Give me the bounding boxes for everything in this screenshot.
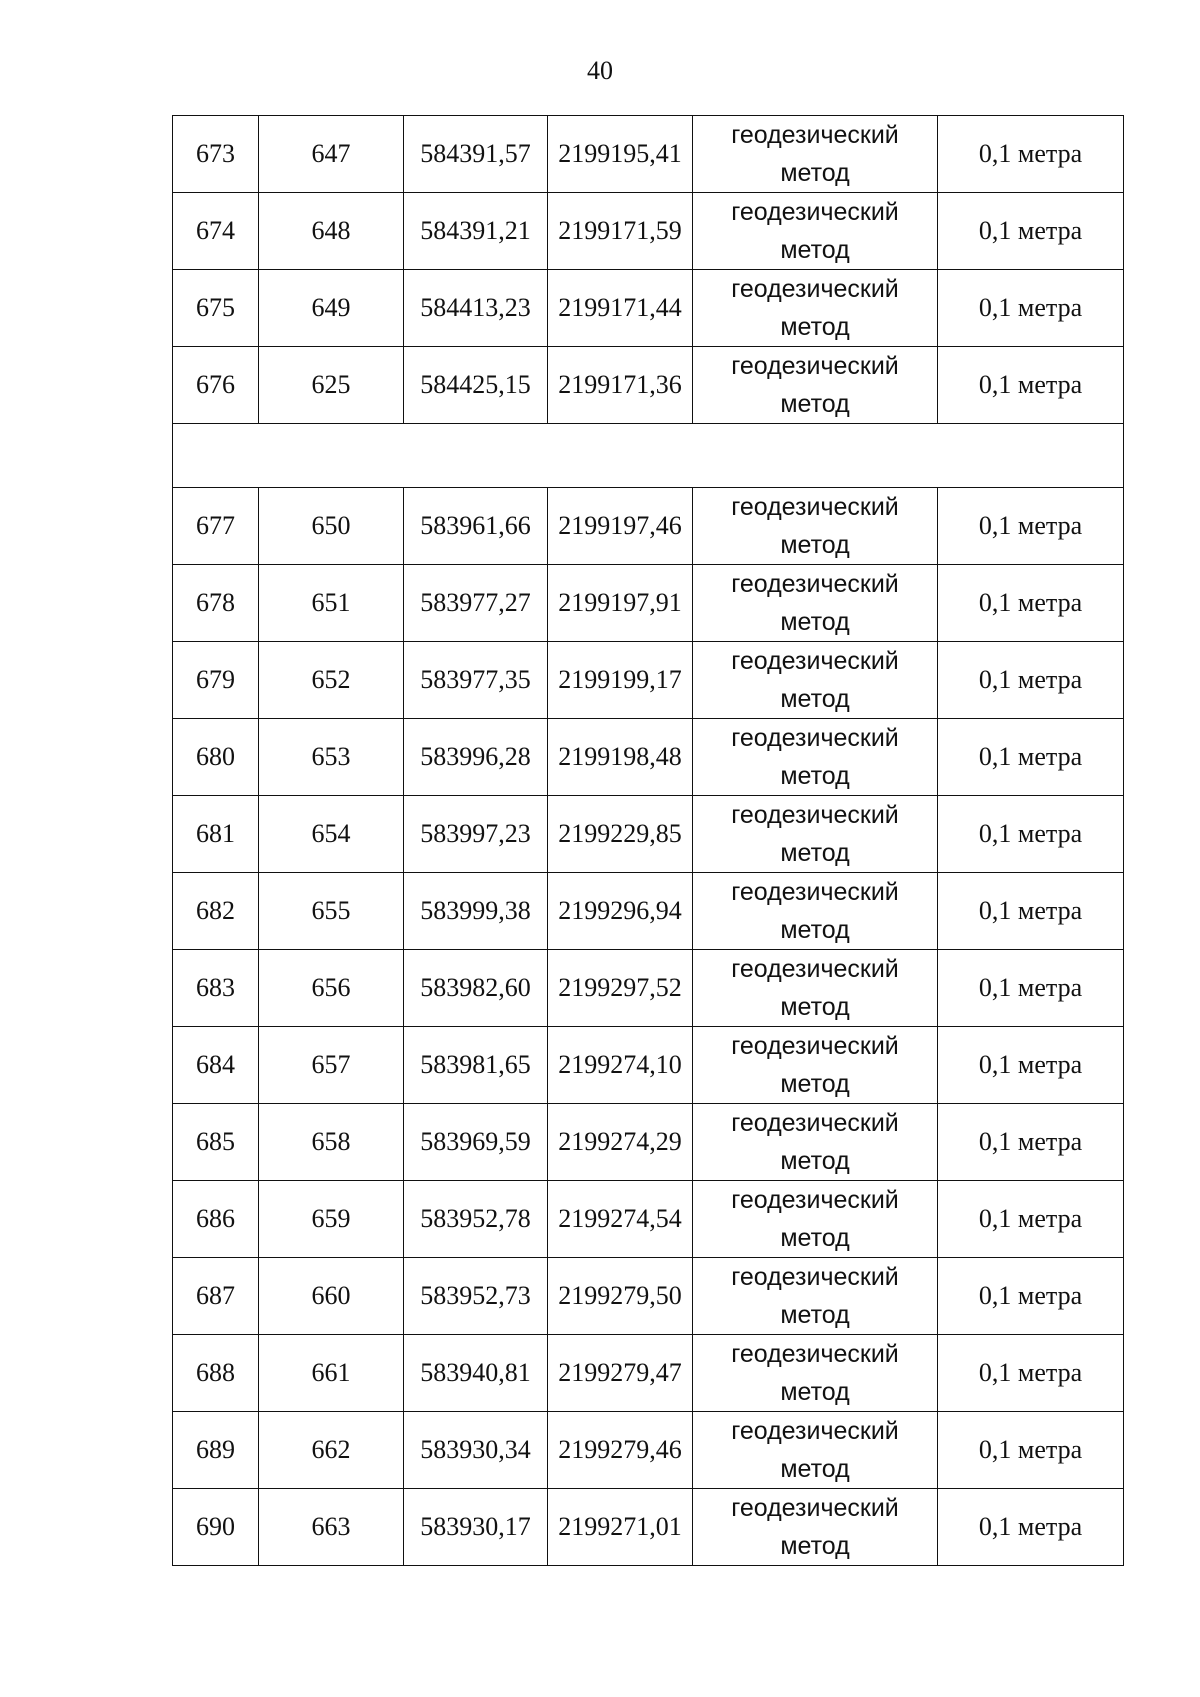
method-line-2: метод <box>780 531 850 559</box>
cell-coord-y: 2199279,50 <box>548 1258 693 1335</box>
cell-coord-x: 583961,66 <box>404 488 548 565</box>
cell-point-number: 650 <box>259 488 404 565</box>
cell-point-number: 651 <box>259 565 404 642</box>
cell-coord-x: 583952,78 <box>404 1181 548 1258</box>
method-line-1: геодезический <box>731 570 899 598</box>
cell-method <box>693 488 938 565</box>
cell-row-number: 688 <box>173 1335 259 1412</box>
table-row <box>173 719 1124 796</box>
cell-method <box>693 1027 938 1104</box>
table-row <box>173 1258 1124 1335</box>
method-line-2: метод <box>780 1532 850 1560</box>
cell-coord-y: 2199197,46 <box>548 488 693 565</box>
cell-point-number: 625 <box>259 347 404 424</box>
cell-row-number: 682 <box>173 873 259 950</box>
cell-point-number: 648 <box>259 193 404 270</box>
table-row <box>173 1489 1124 1566</box>
cell-method <box>693 796 938 873</box>
method-line-1: геодезический <box>731 1186 899 1214</box>
cell-accuracy: 0,1 метра <box>938 270 1124 347</box>
cell-coord-x: 583930,17 <box>404 1489 548 1566</box>
cell-row-number: 685 <box>173 1104 259 1181</box>
cell-coord-y: 2199195,41 <box>548 116 693 193</box>
cell-point-number: 655 <box>259 873 404 950</box>
method-line-1: геодезический <box>731 1340 899 1368</box>
method-line-2: метод <box>780 390 850 418</box>
cell-coord-y: 2199197,91 <box>548 565 693 642</box>
cell-coord-y: 2199279,46 <box>548 1412 693 1489</box>
method-line-1: геодезический <box>731 352 899 380</box>
cell-accuracy: 0,1 метра <box>938 1258 1124 1335</box>
cell-point-number: 660 <box>259 1258 404 1335</box>
cell-row-number: 679 <box>173 642 259 719</box>
coordinates-table-body <box>173 116 1124 1566</box>
cell-coord-y: 2199274,10 <box>548 1027 693 1104</box>
method-line-1: геодезический <box>731 878 899 906</box>
cell-method <box>693 719 938 796</box>
cell-row-number: 690 <box>173 1489 259 1566</box>
cell-coord-y: 2199279,47 <box>548 1335 693 1412</box>
cell-point-number: 657 <box>259 1027 404 1104</box>
cell-coord-y: 2199229,85 <box>548 796 693 873</box>
method-line-2: метод <box>780 313 850 341</box>
table-row <box>173 565 1124 642</box>
cell-coord-x: 583977,27 <box>404 565 548 642</box>
cell-accuracy: 0,1 метра <box>938 1412 1124 1489</box>
cell-row-number: 673 <box>173 116 259 193</box>
cell-point-number: 662 <box>259 1412 404 1489</box>
cell-coord-x: 584391,57 <box>404 116 548 193</box>
cell-row-number: 677 <box>173 488 259 565</box>
cell-accuracy: 0,1 метра <box>938 950 1124 1027</box>
cell-row-number: 689 <box>173 1412 259 1489</box>
cell-accuracy: 0,1 метра <box>938 1104 1124 1181</box>
cell-point-number: 647 <box>259 116 404 193</box>
cell-method <box>693 1412 938 1489</box>
cell-coord-y: 2199171,44 <box>548 270 693 347</box>
cell-coord-y: 2199199,17 <box>548 642 693 719</box>
method-line-2: метод <box>780 236 850 264</box>
cell-accuracy: 0,1 метра <box>938 565 1124 642</box>
cell-row-number: 676 <box>173 347 259 424</box>
method-line-1: геодезический <box>731 955 899 983</box>
cell-accuracy: 0,1 метра <box>938 347 1124 424</box>
cell-row-number: 678 <box>173 565 259 642</box>
cell-coord-y: 2199198,48 <box>548 719 693 796</box>
cell-method <box>693 270 938 347</box>
cell-coord-y: 2199296,94 <box>548 873 693 950</box>
table-row <box>173 1335 1124 1412</box>
table-row <box>173 488 1124 565</box>
table-row <box>173 1027 1124 1104</box>
table-row <box>173 796 1124 873</box>
method-line-2: метод <box>780 1070 850 1098</box>
method-line-2: метод <box>780 993 850 1021</box>
cell-point-number: 663 <box>259 1489 404 1566</box>
cell-coord-x: 583977,35 <box>404 642 548 719</box>
table-separator-row <box>173 424 1124 488</box>
cell-accuracy: 0,1 метра <box>938 1489 1124 1566</box>
cell-row-number: 684 <box>173 1027 259 1104</box>
separator-cell <box>173 424 1124 488</box>
cell-method <box>693 347 938 424</box>
method-line-1: геодезический <box>731 724 899 752</box>
table-row <box>173 1181 1124 1258</box>
cell-coord-x: 583981,65 <box>404 1027 548 1104</box>
method-line-1: геодезический <box>731 1263 899 1291</box>
cell-row-number: 681 <box>173 796 259 873</box>
method-line-2: метод <box>780 839 850 867</box>
cell-coord-x: 584425,15 <box>404 347 548 424</box>
cell-accuracy: 0,1 метра <box>938 873 1124 950</box>
cell-point-number: 653 <box>259 719 404 796</box>
method-line-1: геодезический <box>731 1032 899 1060</box>
table-row <box>173 1412 1124 1489</box>
cell-method <box>693 565 938 642</box>
cell-coord-x: 583952,73 <box>404 1258 548 1335</box>
cell-method <box>693 950 938 1027</box>
method-line-1: геодезический <box>731 121 899 149</box>
method-line-2: метод <box>780 916 850 944</box>
cell-coord-x: 583969,59 <box>404 1104 548 1181</box>
cell-accuracy: 0,1 метра <box>938 1181 1124 1258</box>
cell-method <box>693 1258 938 1335</box>
cell-method <box>693 1335 938 1412</box>
method-line-1: геодезический <box>731 647 899 675</box>
cell-coord-x: 583997,23 <box>404 796 548 873</box>
table-row <box>173 1104 1124 1181</box>
cell-point-number: 656 <box>259 950 404 1027</box>
table-row <box>173 347 1124 424</box>
cell-coord-x: 583982,60 <box>404 950 548 1027</box>
table-row <box>173 270 1124 347</box>
method-line-2: метод <box>780 1301 850 1329</box>
table-row <box>173 950 1124 1027</box>
cell-method <box>693 116 938 193</box>
table-row <box>173 642 1124 719</box>
cell-method <box>693 193 938 270</box>
cell-point-number: 661 <box>259 1335 404 1412</box>
method-line-1: геодезический <box>731 198 899 226</box>
cell-accuracy: 0,1 метра <box>938 1335 1124 1412</box>
cell-coord-y: 2199274,29 <box>548 1104 693 1181</box>
method-line-2: метод <box>780 1455 850 1483</box>
cell-accuracy: 0,1 метра <box>938 193 1124 270</box>
cell-point-number: 654 <box>259 796 404 873</box>
method-line-1: геодезический <box>731 1109 899 1137</box>
cell-method <box>693 642 938 719</box>
cell-method <box>693 1489 938 1566</box>
cell-accuracy: 0,1 метра <box>938 116 1124 193</box>
cell-accuracy: 0,1 метра <box>938 719 1124 796</box>
cell-accuracy: 0,1 метра <box>938 642 1124 719</box>
table-row <box>173 873 1124 950</box>
cell-row-number: 674 <box>173 193 259 270</box>
coordinates-table <box>172 115 1124 1566</box>
cell-point-number: 659 <box>259 1181 404 1258</box>
page-number: 40 <box>587 56 613 85</box>
method-line-2: метод <box>780 762 850 790</box>
cell-coord-y: 2199271,01 <box>548 1489 693 1566</box>
cell-accuracy: 0,1 метра <box>938 1027 1124 1104</box>
cell-coord-y: 2199297,52 <box>548 950 693 1027</box>
cell-row-number: 675 <box>173 270 259 347</box>
method-line-2: метод <box>780 159 850 187</box>
table-row <box>173 193 1124 270</box>
cell-accuracy: 0,1 метра <box>938 488 1124 565</box>
cell-row-number: 687 <box>173 1258 259 1335</box>
cell-method <box>693 1181 938 1258</box>
cell-coord-x: 584391,21 <box>404 193 548 270</box>
cell-coord-x: 583996,28 <box>404 719 548 796</box>
cell-coord-x: 583930,34 <box>404 1412 548 1489</box>
method-line-2: метод <box>780 608 850 636</box>
method-line-2: метод <box>780 1378 850 1406</box>
cell-point-number: 649 <box>259 270 404 347</box>
method-line-1: геодезический <box>731 493 899 521</box>
cell-row-number: 686 <box>173 1181 259 1258</box>
cell-coord-y: 2199171,59 <box>548 193 693 270</box>
table-row <box>173 116 1124 193</box>
method-line-2: метод <box>780 1147 850 1175</box>
method-line-2: метод <box>780 1224 850 1252</box>
method-line-1: геодезический <box>731 275 899 303</box>
cell-coord-x: 583940,81 <box>404 1335 548 1412</box>
cell-coord-x: 583999,38 <box>404 873 548 950</box>
cell-row-number: 683 <box>173 950 259 1027</box>
cell-accuracy: 0,1 метра <box>938 796 1124 873</box>
cell-coord-y: 2199171,36 <box>548 347 693 424</box>
cell-point-number: 658 <box>259 1104 404 1181</box>
cell-method <box>693 1104 938 1181</box>
cell-row-number: 680 <box>173 719 259 796</box>
method-line-2: метод <box>780 685 850 713</box>
cell-point-number: 652 <box>259 642 404 719</box>
method-line-1: геодезический <box>731 1417 899 1445</box>
cell-coord-y: 2199274,54 <box>548 1181 693 1258</box>
method-line-1: геодезический <box>731 801 899 829</box>
method-line-1: геодезический <box>731 1494 899 1522</box>
cell-method <box>693 873 938 950</box>
cell-coord-x: 584413,23 <box>404 270 548 347</box>
